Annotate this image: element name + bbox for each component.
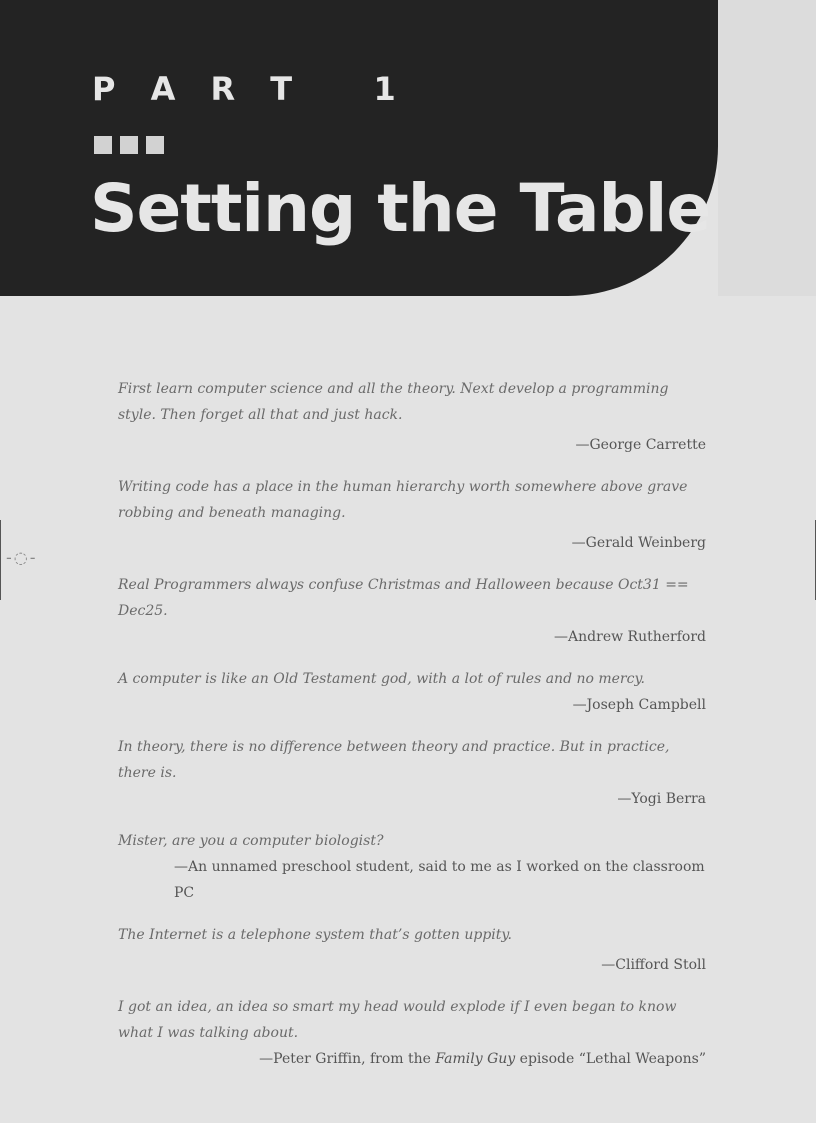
epigraph <box>118 994 706 1072</box>
crop-mark-icon: -◌- <box>6 548 38 567</box>
epigraph-text: Real Programmers always confuse Christmas and Halloween because Oct31 == Dec25. <box>118 577 689 619</box>
epigraph-text: First learn computer science and all the theory. Next develop a programming style. Then forget all that and just hack. <box>118 381 669 423</box>
epigraph <box>118 376 706 458</box>
decorative-squares <box>94 136 164 154</box>
epigraph-text: A computer is like an Old Testament god, with a lot of rules and no mercy. <box>118 671 645 687</box>
episode-reference: episode “Lethal Weapons” <box>515 1051 706 1067</box>
epigraph-author: —George Carrette <box>575 437 706 453</box>
epigraph-author: —Joseph Campbell <box>572 697 706 713</box>
epigraph-text: In theory, there is no difference between theory and practice. But in practice, there is. <box>118 739 670 781</box>
square-icon <box>146 136 164 154</box>
epigraph-author: —An unnamed preschool student, said to me as I worked on the classroom PC <box>174 859 705 901</box>
epigraph-author: —Andrew Rutherford <box>554 629 706 645</box>
author-name: —Peter Griffin, from the <box>259 1051 436 1067</box>
part-label: P A R T 1 <box>92 70 408 108</box>
epigraph-author <box>118 1046 706 1072</box>
epigraph-author: —Yogi Berra <box>617 791 706 807</box>
epigraph-text: Mister, are you a computer biologist? <box>118 833 384 849</box>
header-right-margin <box>718 0 816 296</box>
epigraph-list <box>118 376 706 1072</box>
crop-line-left <box>0 520 1 600</box>
square-icon <box>120 136 138 154</box>
epigraph-author: —Clifford Stoll <box>601 957 706 973</box>
epigraph <box>118 666 706 718</box>
epigraph <box>118 572 706 650</box>
show-title: Family Guy <box>435 1051 516 1067</box>
epigraph <box>118 734 706 812</box>
epigraph <box>118 474 706 556</box>
epigraph-author: —Gerald Weinberg <box>571 535 706 551</box>
square-icon <box>94 136 112 154</box>
epigraph-text: I got an idea, an idea so smart my head would explode if I even began to know what I was talking about. <box>118 999 677 1041</box>
epigraph <box>118 828 706 906</box>
part-title: Setting the Table <box>90 170 711 247</box>
epigraph <box>118 922 706 978</box>
epigraph-text: The Internet is a telephone system that’s gotten uppity. <box>118 927 512 943</box>
epigraph-text: Writing code has a place in the human hierarchy worth somewhere above grave robbing and beneath managing. <box>118 479 688 521</box>
